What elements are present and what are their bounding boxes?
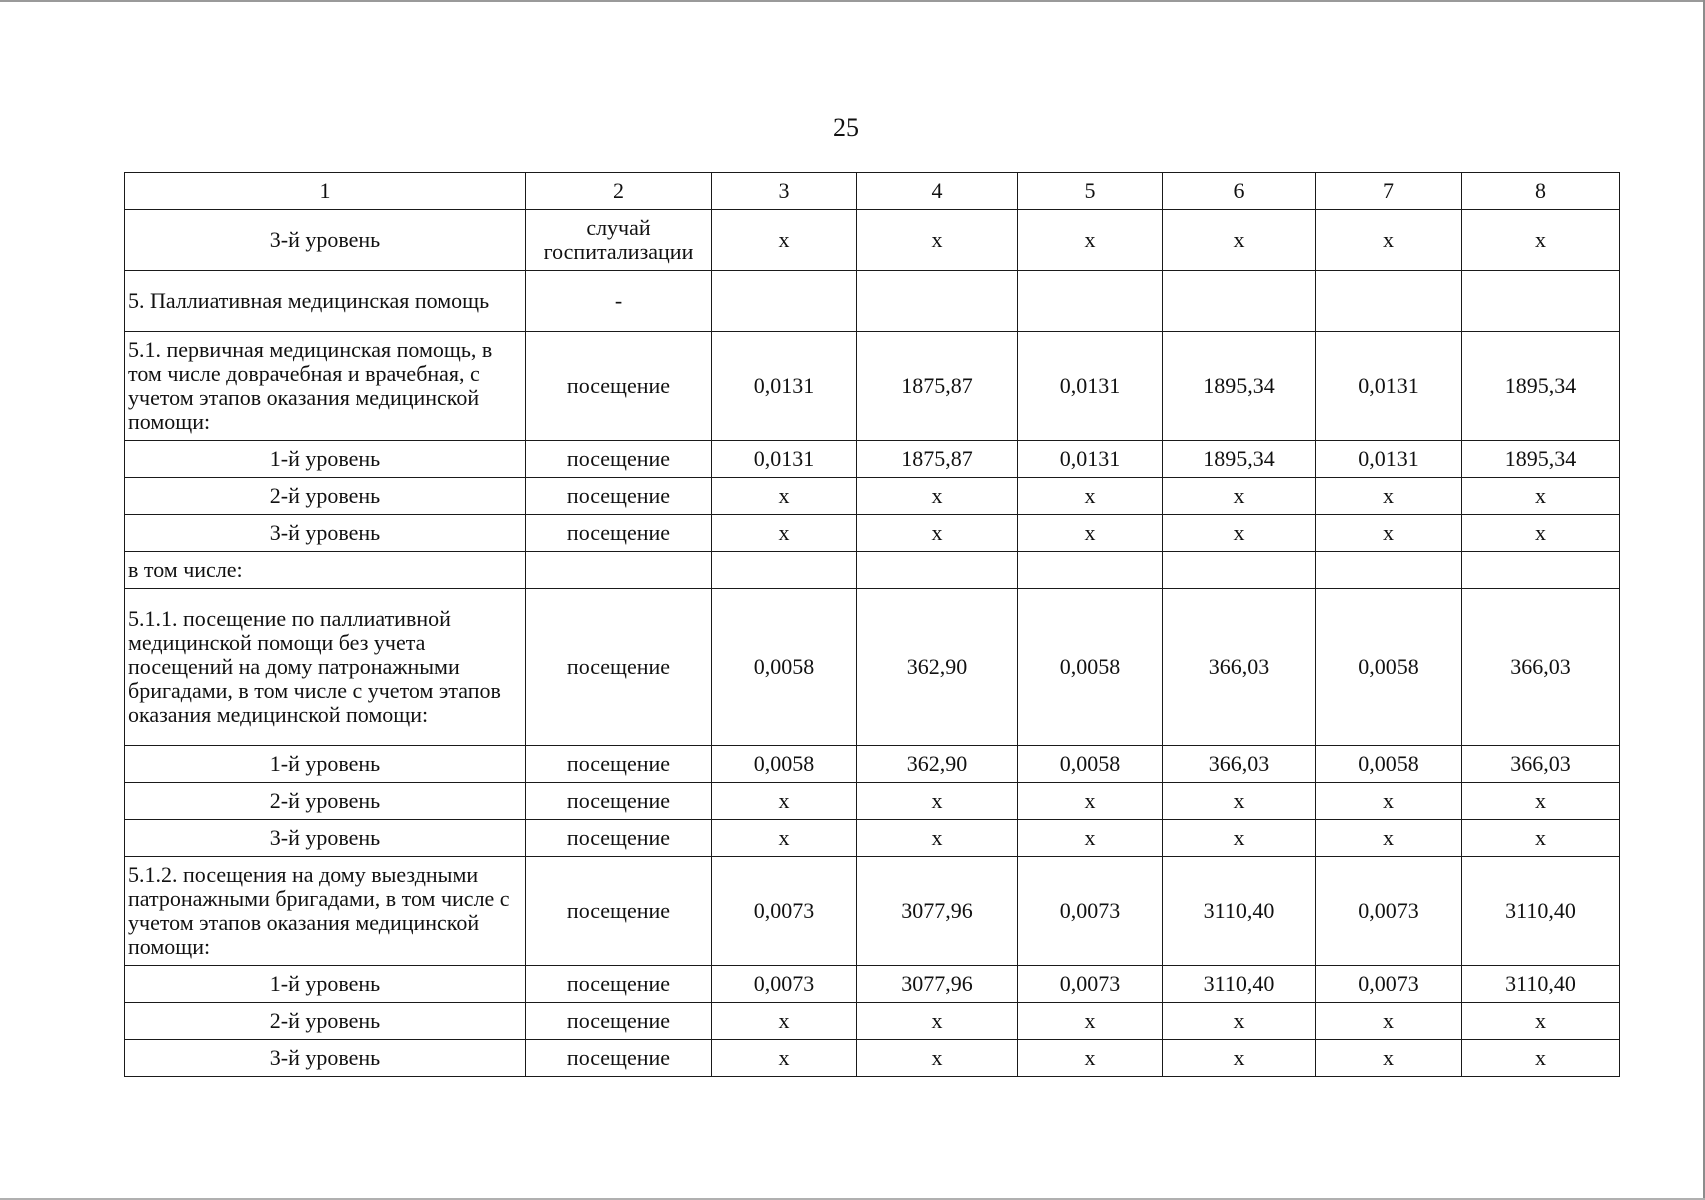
- unit-cell: посещение: [526, 515, 712, 552]
- value-cell: х: [1018, 1003, 1163, 1040]
- value-cell: х: [1163, 478, 1316, 515]
- header-cell: 4: [857, 173, 1018, 210]
- value-cell: 0,0131: [1316, 332, 1462, 441]
- value-cell: [1316, 552, 1462, 589]
- value-cell: 366,03: [1462, 589, 1620, 746]
- unit-cell: посещение: [526, 1040, 712, 1077]
- table-row: [125, 820, 1620, 857]
- table-row: [125, 552, 1620, 589]
- value-cell: х: [1163, 210, 1316, 271]
- value-cell: 0,0073: [712, 857, 857, 966]
- value-cell: х: [1163, 820, 1316, 857]
- row-label-cell: 1-й уровень: [125, 441, 526, 478]
- table-row: [125, 271, 1620, 332]
- value-cell: х: [1018, 515, 1163, 552]
- value-cell: 3077,96: [857, 966, 1018, 1003]
- value-cell: х: [712, 1003, 857, 1040]
- value-cell: х: [1018, 1040, 1163, 1077]
- value-cell: 0,0058: [1018, 746, 1163, 783]
- data-table: [124, 172, 1620, 1077]
- value-cell: 0,0131: [1316, 441, 1462, 478]
- value-cell: х: [712, 783, 857, 820]
- value-cell: 362,90: [857, 746, 1018, 783]
- unit-cell: посещение: [526, 820, 712, 857]
- row-label-cell: 1-й уровень: [125, 746, 526, 783]
- value-cell: [1018, 271, 1163, 332]
- table-row: [125, 783, 1620, 820]
- row-label-cell: 5.1.2. посещения на дому выездными патронажными бригадами, в том числе с учетом этапов оказания медицинской помощи:: [125, 857, 526, 966]
- value-cell: х: [1316, 783, 1462, 820]
- value-cell: 0,0131: [1018, 441, 1163, 478]
- value-cell: х: [1462, 478, 1620, 515]
- value-cell: 362,90: [857, 589, 1018, 746]
- unit-cell: -: [526, 271, 712, 332]
- value-cell: [1163, 552, 1316, 589]
- value-cell: х: [1462, 515, 1620, 552]
- row-label-cell: 3-й уровень: [125, 210, 526, 271]
- header-cell: 1: [125, 173, 526, 210]
- value-cell: [1163, 271, 1316, 332]
- table-row: [125, 332, 1620, 441]
- unit-cell: посещение: [526, 332, 712, 441]
- row-label-cell: 3-й уровень: [125, 820, 526, 857]
- value-cell: х: [1316, 478, 1462, 515]
- value-cell: [712, 271, 857, 332]
- table-row: [125, 515, 1620, 552]
- value-cell: 3110,40: [1163, 857, 1316, 966]
- value-cell: 0,0073: [1018, 966, 1163, 1003]
- value-cell: 0,0073: [1018, 857, 1163, 966]
- unit-cell: посещение: [526, 857, 712, 966]
- unit-cell: случай госпитализации: [526, 210, 712, 271]
- value-cell: 0,0131: [712, 332, 857, 441]
- unit-cell: посещение: [526, 966, 712, 1003]
- scan-edge-top: [0, 0, 1705, 2]
- table-row: [125, 589, 1620, 746]
- table-row: [125, 857, 1620, 966]
- header-cell: 7: [1316, 173, 1462, 210]
- unit-cell: посещение: [526, 589, 712, 746]
- value-cell: [1462, 271, 1620, 332]
- value-cell: [857, 271, 1018, 332]
- value-cell: х: [712, 515, 857, 552]
- value-cell: 1895,34: [1163, 441, 1316, 478]
- table-row: [125, 746, 1620, 783]
- table-row: [125, 1040, 1620, 1077]
- value-cell: х: [1163, 1040, 1316, 1077]
- value-cell: 3110,40: [1462, 857, 1620, 966]
- value-cell: х: [1316, 1003, 1462, 1040]
- page-number: 25: [833, 113, 859, 142]
- header-cell: 6: [1163, 173, 1316, 210]
- table-row: [125, 478, 1620, 515]
- value-cell: х: [1462, 210, 1620, 271]
- value-cell: х: [1462, 783, 1620, 820]
- unit-cell: посещение: [526, 1003, 712, 1040]
- unit-cell: посещение: [526, 478, 712, 515]
- value-cell: х: [712, 478, 857, 515]
- unit-cell: [526, 552, 712, 589]
- value-cell: 0,0073: [1316, 966, 1462, 1003]
- value-cell: 1895,34: [1462, 332, 1620, 441]
- row-label-cell: 5.1.1. посещение по паллиативной медицинской помощи без учета посещений на дому патронажными бригадами, в том числе с учетом этапов оказания медицинской помощи:: [125, 589, 526, 746]
- table-header-row: [125, 173, 1620, 210]
- value-cell: [1018, 552, 1163, 589]
- value-cell: х: [712, 820, 857, 857]
- value-cell: х: [1316, 210, 1462, 271]
- value-cell: х: [1018, 210, 1163, 271]
- row-label-cell: 3-й уровень: [125, 1040, 526, 1077]
- value-cell: 0,0058: [1316, 746, 1462, 783]
- value-cell: [712, 552, 857, 589]
- value-cell: х: [1018, 478, 1163, 515]
- value-cell: 0,0058: [712, 746, 857, 783]
- value-cell: х: [857, 210, 1018, 271]
- value-cell: 1895,34: [1163, 332, 1316, 441]
- value-cell: х: [1163, 783, 1316, 820]
- value-cell: х: [857, 1003, 1018, 1040]
- table-row: [125, 966, 1620, 1003]
- value-cell: [1462, 552, 1620, 589]
- row-label-cell: 2-й уровень: [125, 1003, 526, 1040]
- value-cell: х: [1316, 1040, 1462, 1077]
- value-cell: х: [857, 820, 1018, 857]
- value-cell: х: [712, 210, 857, 271]
- row-label-cell: в том числе:: [125, 552, 526, 589]
- unit-cell: посещение: [526, 746, 712, 783]
- value-cell: [857, 552, 1018, 589]
- row-label-cell: 5. Паллиативная медицинская помощь: [125, 271, 526, 332]
- header-cell: 3: [712, 173, 857, 210]
- row-label-cell: 2-й уровень: [125, 478, 526, 515]
- value-cell: 1875,87: [857, 332, 1018, 441]
- row-label-cell: 2-й уровень: [125, 783, 526, 820]
- value-cell: х: [712, 1040, 857, 1077]
- value-cell: х: [1018, 783, 1163, 820]
- row-label-cell: 5.1. первичная медицинская помощь, в том числе доврачебная и врачебная, с учетом этапов оказания медицинской помощи:: [125, 332, 526, 441]
- value-cell: 0,0073: [712, 966, 857, 1003]
- value-cell: 0,0131: [712, 441, 857, 478]
- value-cell: 0,0131: [1018, 332, 1163, 441]
- table-row: [125, 210, 1620, 271]
- row-label-cell: 1-й уровень: [125, 966, 526, 1003]
- value-cell: 0,0058: [712, 589, 857, 746]
- value-cell: х: [1316, 820, 1462, 857]
- table-row: [125, 1003, 1620, 1040]
- value-cell: 366,03: [1163, 589, 1316, 746]
- header-cell: 2: [526, 173, 712, 210]
- table-row: [125, 441, 1620, 478]
- value-cell: 3110,40: [1163, 966, 1316, 1003]
- row-label-cell: 3-й уровень: [125, 515, 526, 552]
- value-cell: х: [857, 515, 1018, 552]
- value-cell: 3077,96: [857, 857, 1018, 966]
- header-cell: 8: [1462, 173, 1620, 210]
- value-cell: х: [1163, 1003, 1316, 1040]
- unit-cell: посещение: [526, 441, 712, 478]
- value-cell: 366,03: [1462, 746, 1620, 783]
- value-cell: 3110,40: [1462, 966, 1620, 1003]
- value-cell: 0,0073: [1316, 857, 1462, 966]
- value-cell: х: [1163, 515, 1316, 552]
- value-cell: х: [1462, 820, 1620, 857]
- value-cell: х: [857, 783, 1018, 820]
- unit-cell: посещение: [526, 783, 712, 820]
- value-cell: 1875,87: [857, 441, 1018, 478]
- value-cell: х: [1316, 515, 1462, 552]
- header-cell: 5: [1018, 173, 1163, 210]
- value-cell: х: [1462, 1040, 1620, 1077]
- value-cell: х: [857, 1040, 1018, 1077]
- value-cell: х: [1018, 820, 1163, 857]
- value-cell: х: [1462, 1003, 1620, 1040]
- value-cell: 1895,34: [1462, 441, 1620, 478]
- value-cell: [1316, 271, 1462, 332]
- value-cell: 0,0058: [1018, 589, 1163, 746]
- value-cell: х: [857, 478, 1018, 515]
- value-cell: 366,03: [1163, 746, 1316, 783]
- value-cell: 0,0058: [1316, 589, 1462, 746]
